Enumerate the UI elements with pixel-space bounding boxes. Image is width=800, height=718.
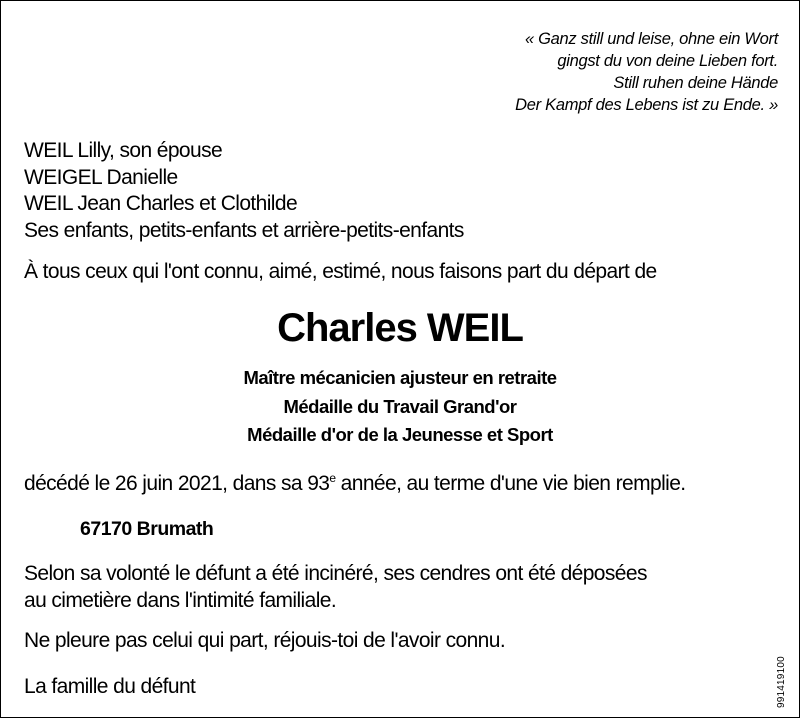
cremation-line: au cimetière dans l'intimité familiale. (24, 589, 337, 612)
quote-line: « Ganz still und leise, ohne ein Wort (524, 30, 778, 48)
deceased-title: Maître mécanicien ajusteur en retraite (243, 367, 557, 388)
consolation-line: Ne pleure pas celui qui part, réjouis-toi de l'avoir connu. (24, 629, 506, 652)
announcement-intro: À tous ceux qui l'ont connu, aimé, estimé, nous faisons part du départ de (24, 260, 657, 283)
cremation-line: Selon sa volonté le défunt a été incinéré, ses cendres ont été déposées (24, 562, 647, 585)
family-member: Ses enfants, petits-enfants et arrière-petits-enfants (24, 218, 464, 242)
quote-line: Der Kampf des Lebens ist zu Ende. » (515, 96, 778, 114)
quote-line: gingst du von deine Lieben fort. (557, 52, 778, 70)
death-text-after: année, au terme d'une vie bien remplie. (335, 472, 686, 495)
signature: La famille du défunt (24, 675, 196, 698)
family-member: WEIL Lilly, son épouse (24, 139, 223, 162)
family-member: WEIL Jean Charles et Clothilde (24, 192, 298, 215)
reference-number: 991419100 (776, 656, 787, 708)
deceased-title: Médaille du Travail Grand'or (283, 395, 517, 417)
residence-place: 67170 Brumath (80, 518, 214, 540)
death-statement (24, 470, 686, 498)
death-text-before: décédé le 26 juin 2021, dans sa 93 (24, 472, 330, 495)
cremation-note (24, 560, 647, 614)
family-list (24, 138, 464, 244)
deceased-name: Charles WEIL (277, 306, 523, 350)
quote-line: Still ruhen deine Hände (613, 74, 778, 92)
deceased-titles (0, 364, 800, 450)
ordinal-suffix: e (329, 471, 336, 485)
epitaph-quote (515, 28, 778, 116)
family-member: WEIGEL Danielle (24, 165, 178, 189)
deceased-title: Médaille d'or de la Jeunesse et Sport (247, 424, 553, 445)
